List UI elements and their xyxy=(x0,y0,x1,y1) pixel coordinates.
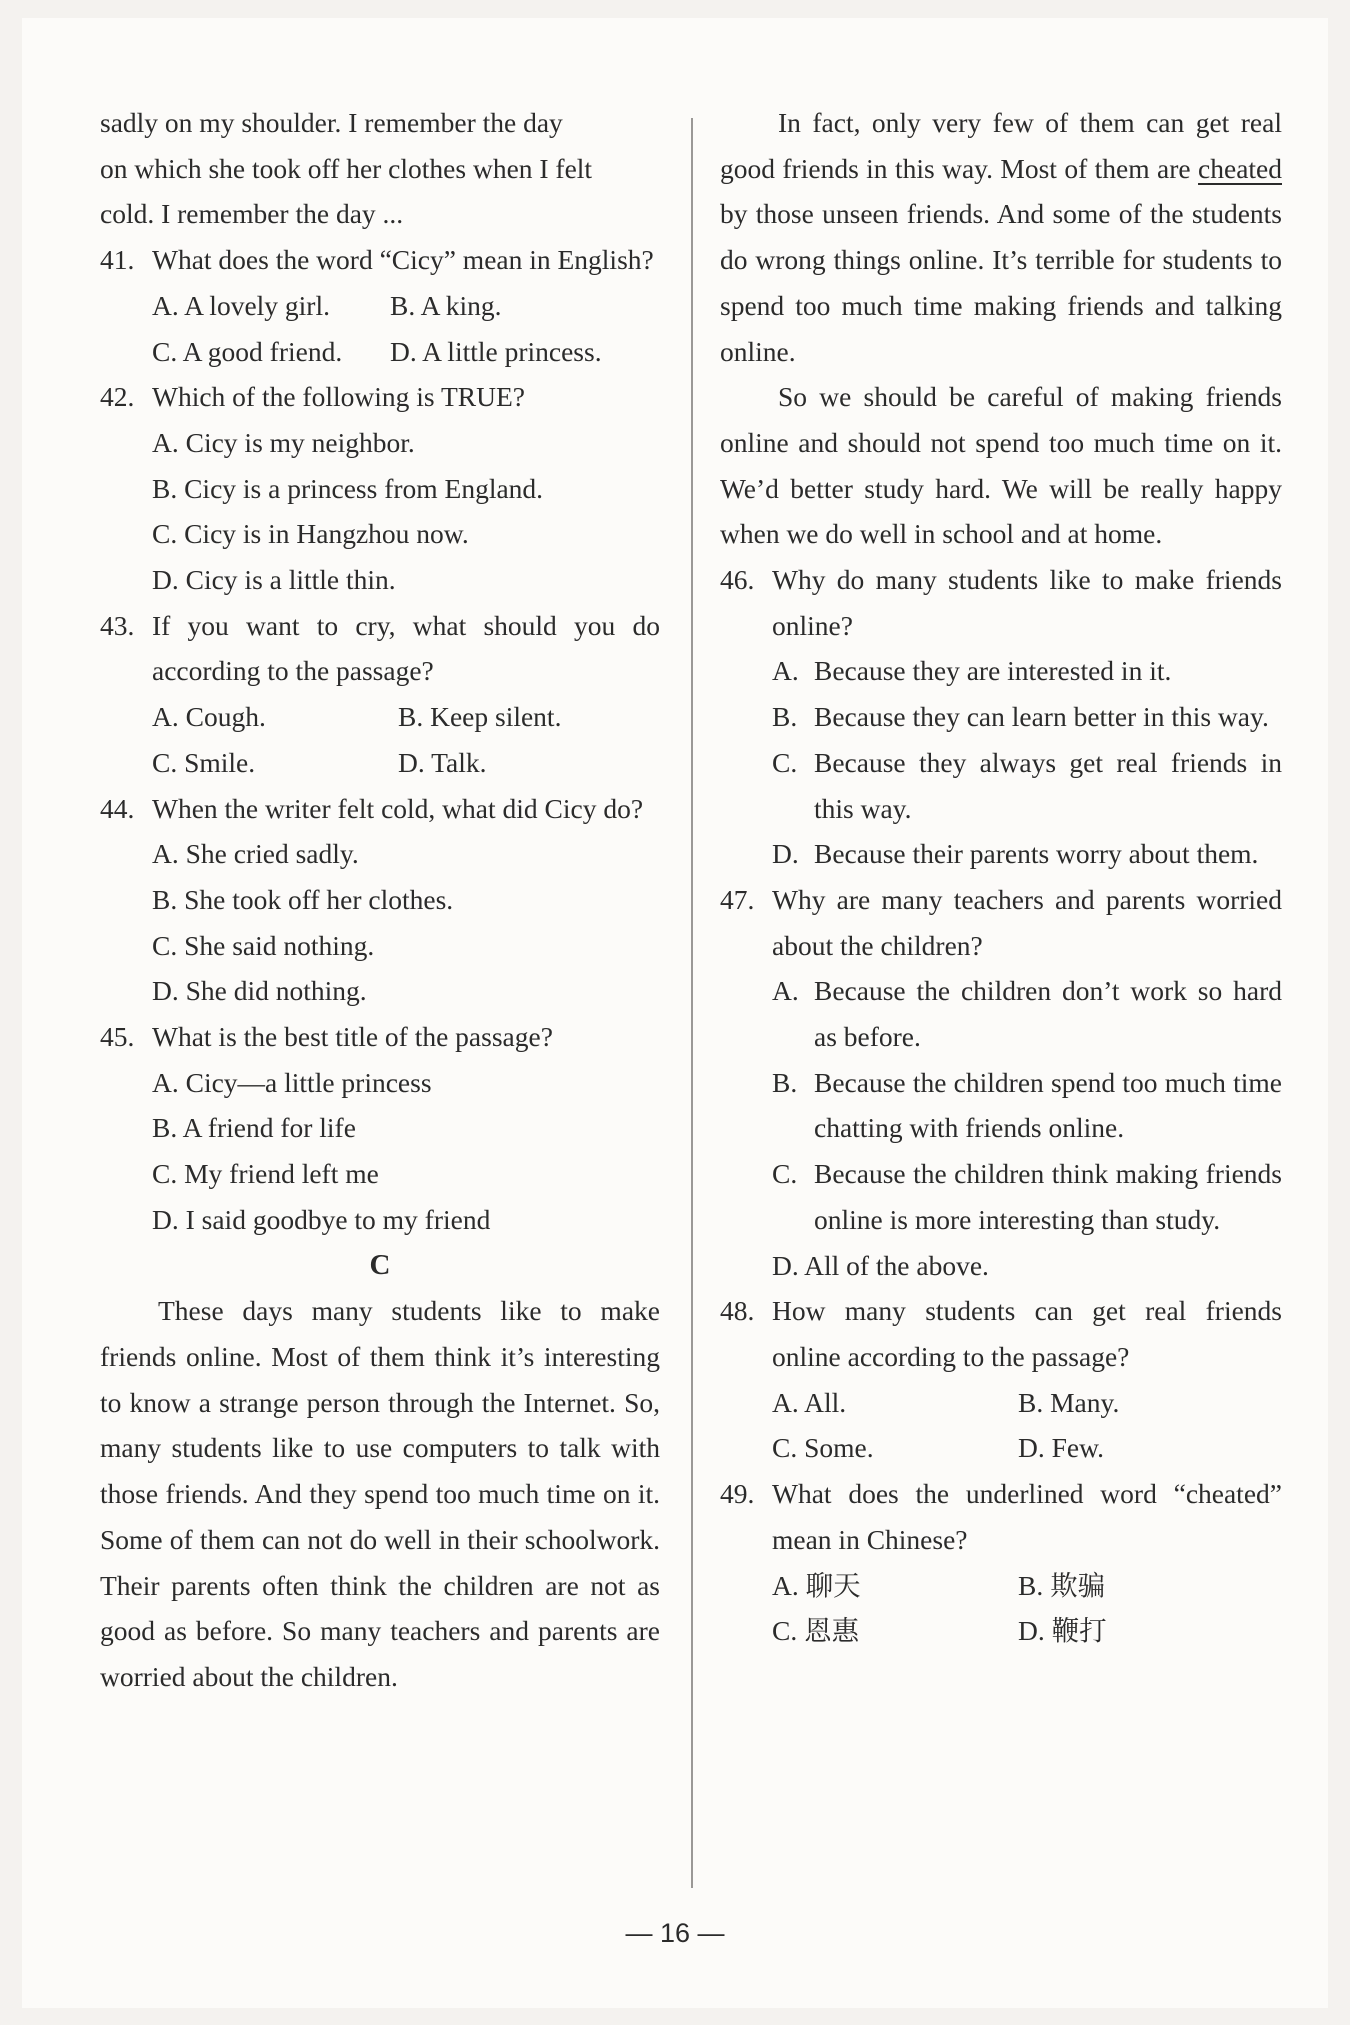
option-c: C. 恩惠 xyxy=(772,1615,860,1647)
question-48 xyxy=(720,1288,1282,1471)
option-b: B. A king. xyxy=(390,289,502,321)
question-text: What is the best title of the passage? xyxy=(152,1021,553,1053)
right-column xyxy=(720,100,1282,1654)
option-a: A. Cicy—a little princess xyxy=(152,1066,432,1098)
option-letter: A. xyxy=(772,975,799,1007)
option-d: D. Few. xyxy=(1018,1432,1105,1464)
question-number: 43. xyxy=(100,609,135,641)
question-text: Which of the following is TRUE? xyxy=(152,381,525,413)
option-a: A. 聊天 xyxy=(772,1569,861,1601)
paragraph-text: In fact, only very few of them can get real good friends in this way. Most of them are xyxy=(720,107,1282,184)
option-d: D. 鞭打 xyxy=(1018,1615,1107,1647)
option-d: D. All of the above. xyxy=(772,1249,989,1281)
question-47 xyxy=(720,877,1282,1288)
option-d xyxy=(772,831,1282,877)
question-text: Why do many students like to make friends online? xyxy=(772,564,1282,641)
option-d: D. I said goodbye to my friend xyxy=(152,1203,491,1235)
option-text: Because they always get real friends in this way. xyxy=(814,746,1282,824)
page-number: — 16 — xyxy=(625,1918,725,1948)
option-b: B. A friend for life xyxy=(152,1112,356,1144)
option-d: D. Talk. xyxy=(398,746,487,778)
option-c: C. Some. xyxy=(772,1432,874,1464)
question-text: If you want to cry, what should you do according to the passage? xyxy=(152,609,660,687)
question-number: 47. xyxy=(720,883,755,915)
option-letter: A. xyxy=(772,655,799,687)
question-text: When the writer felt cold, what did Cicy do? xyxy=(152,792,644,824)
option-letter: C. xyxy=(772,1158,798,1190)
question-number: 45. xyxy=(100,1021,135,1053)
option-b: B. Keep silent. xyxy=(398,701,562,733)
question-text: How many students can get real friends online according to the passage? xyxy=(772,1295,1282,1372)
option-a: A. Cicy is my neighbor. xyxy=(152,426,415,458)
question-text: What does the underlined word “cheated” mean in Chinese? xyxy=(772,1478,1282,1555)
option-a xyxy=(772,648,1282,694)
option-text: Because the children think making friends online is more interesting than study. xyxy=(814,1158,1282,1235)
option-letter: B. xyxy=(772,1066,798,1098)
option-letter: C. xyxy=(772,746,798,778)
column-divider xyxy=(691,118,693,1888)
question-45 xyxy=(100,1014,660,1243)
option-text: Because their parents worry about them. xyxy=(814,838,1259,870)
underlined-word: cheated xyxy=(1198,152,1282,184)
option-a: A. A lovely girl. xyxy=(152,289,330,321)
option-letter: D. xyxy=(772,838,799,870)
option-a: A. All. xyxy=(772,1386,847,1418)
option-c: C. Cicy is in Hangzhou now. xyxy=(152,518,469,550)
option-b: B. She took off her clothes. xyxy=(152,883,454,915)
option-c xyxy=(772,740,1282,831)
question-46 xyxy=(720,557,1282,877)
passage-paragraph: So we should be careful of making friends online and should not spend too much time on it. We’d better study hard. We will be really happy when we do well in school and at home. xyxy=(720,381,1282,550)
paragraph-text: by those unseen friends. And some of the students do wrong things online. It’s terrible for students to spend too much time making friends and talking online. xyxy=(720,198,1282,367)
passage-paragraph xyxy=(720,100,1282,374)
intro-line: sadly on my shoulder. I remember the day xyxy=(100,107,563,138)
option-text: Because the children don’t work so hard as before. xyxy=(814,975,1282,1053)
option-b xyxy=(772,1060,1282,1151)
intro-line: on which she took off her clothes when I felt xyxy=(100,152,593,184)
option-c: C. She said nothing. xyxy=(152,929,375,961)
option-text: Because they can learn better in this way. xyxy=(814,701,1269,733)
option-d: D. She did nothing. xyxy=(152,975,367,1007)
option-text: Because the children spend too much time chatting with friends online. xyxy=(814,1066,1282,1144)
section-heading: C xyxy=(369,1248,391,1281)
option-letter: B. xyxy=(772,701,798,733)
option-c: C. Smile. xyxy=(152,746,256,778)
option-b xyxy=(772,694,1282,740)
left-column xyxy=(100,100,660,1700)
option-a: A. Cough. xyxy=(152,701,266,733)
option-b: B. Many. xyxy=(1018,1386,1120,1418)
option-c: C. My friend left me xyxy=(152,1158,379,1190)
question-44 xyxy=(100,786,660,1015)
passage-paragraph: These days many students like to make friends online. Most of them think it’s interesting to know a strange person through the Internet. So, many students like to use computers to talk with those friends. And they spend too much time on it. Some of them can not do well in their schoolwork. Their parents often think the children are not as good as before. So many teachers and parents are worried about the children. xyxy=(100,1295,660,1692)
question-text: Why are many teachers and parents worried about the children? xyxy=(772,883,1282,961)
option-b: B. 欺骗 xyxy=(1018,1569,1106,1601)
question-43 xyxy=(100,603,660,786)
question-number: 44. xyxy=(100,792,135,824)
question-49 xyxy=(720,1471,1282,1654)
question-number: 41. xyxy=(100,244,135,276)
question-number: 46. xyxy=(720,564,755,596)
option-d: D. A little princess. xyxy=(390,335,602,367)
question-number: 49. xyxy=(720,1478,755,1510)
option-a xyxy=(772,968,1282,1059)
option-text: Because they are interested in it. xyxy=(814,655,1172,687)
question-42 xyxy=(100,374,660,603)
intro-line: cold. I remember the day ... xyxy=(100,198,404,230)
question-41 xyxy=(100,237,660,374)
question-number: 42. xyxy=(100,381,135,413)
option-c: C. A good friend. xyxy=(152,335,343,367)
option-b: B. Cicy is a princess from England. xyxy=(152,472,544,504)
option-d: D. Cicy is a little thin. xyxy=(152,564,396,596)
question-number: 48. xyxy=(720,1295,755,1327)
option-c xyxy=(772,1151,1282,1242)
option-a: A. She cried sadly. xyxy=(152,838,359,870)
question-text: What does the word “Cicy” mean in English? xyxy=(152,244,654,276)
